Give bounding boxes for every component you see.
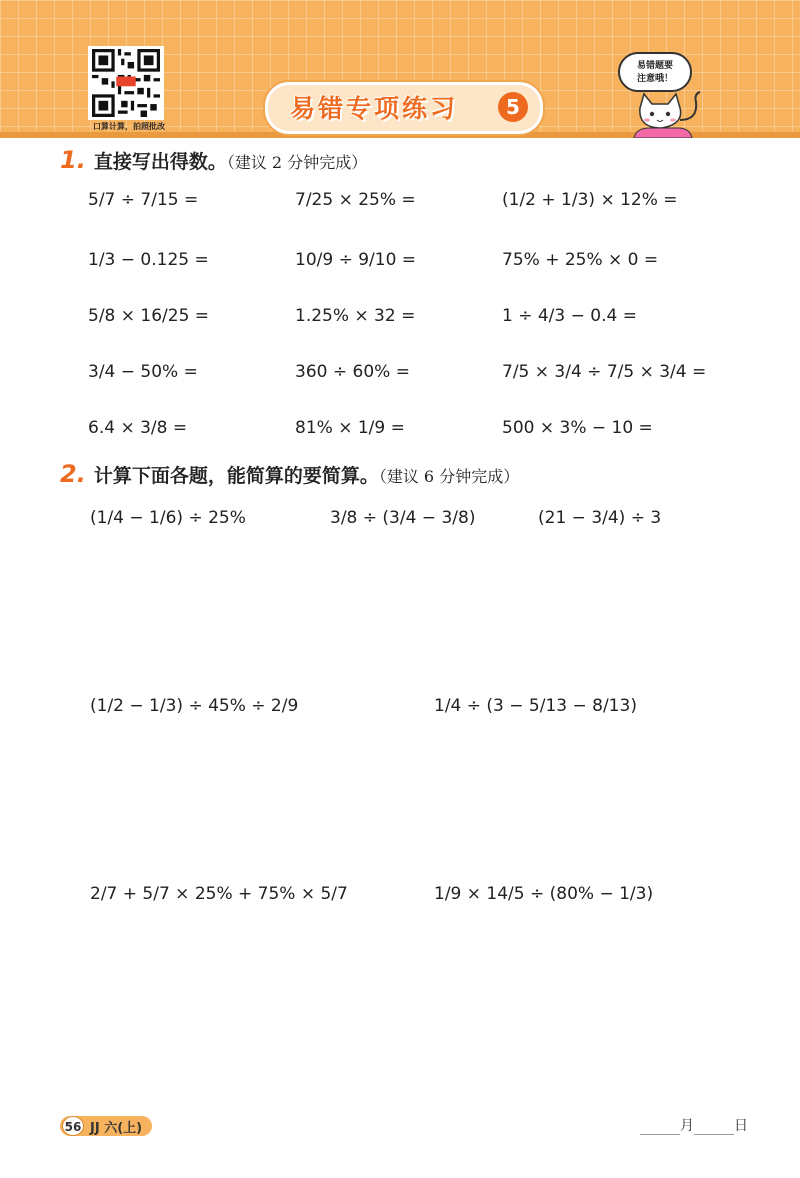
day-label: 日 bbox=[734, 1118, 748, 1134]
page-title: 易错专项练习 bbox=[290, 94, 459, 123]
qr-code-icon bbox=[91, 49, 161, 117]
month-label: 月 bbox=[680, 1118, 694, 1134]
title-number-badge: 5 bbox=[498, 92, 528, 122]
exercise-2-5: 1/4 ÷ (3 − 5/13 − 8/13) bbox=[434, 696, 637, 716]
bubble-line-2: 注意哦！ bbox=[636, 74, 673, 84]
section-2-hint: （建议 6 分钟完成） bbox=[378, 467, 520, 486]
exercise-1-12: 7/5 × 3/4 ÷ 7/5 × 3/4 = bbox=[502, 362, 707, 382]
month-blank[interactable] bbox=[640, 1120, 680, 1135]
exercise-2-2: 3/8 ÷ (3/4 − 3/8) bbox=[330, 508, 476, 528]
exercise-1-9: 1 ÷ 4/3 − 0.4 = bbox=[502, 306, 637, 326]
exercise-1-6: 75% + 25% × 0 = bbox=[502, 250, 659, 270]
exercise-2-1: (1/4 − 1/6) ÷ 25% bbox=[90, 508, 246, 528]
section-1-hint: （建议 2 分钟完成） bbox=[226, 153, 368, 172]
speech-bubble bbox=[618, 52, 692, 92]
qr-code[interactable] bbox=[88, 46, 164, 120]
exercise-1-14: 81% × 1/9 = bbox=[295, 418, 405, 438]
cat-mascot-icon bbox=[620, 90, 710, 138]
exercise-1-2: 7/25 × 25% = bbox=[295, 190, 416, 210]
exercise-1-4: 1/3 − 0.125 = bbox=[88, 250, 209, 270]
exercise-1-10: 3/4 − 50% = bbox=[88, 362, 198, 382]
exercise-1-13: 6.4 × 3/8 = bbox=[88, 418, 188, 438]
section-1-heading bbox=[60, 146, 367, 174]
exercise-1-5: 10/9 ÷ 9/10 = bbox=[295, 250, 417, 270]
exercise-1-1: 5/7 ÷ 7/15 = bbox=[88, 190, 199, 210]
day-blank[interactable] bbox=[694, 1120, 734, 1135]
exercise-2-6: 2/7 + 5/7 × 25% + 75% × 5/7 bbox=[90, 884, 348, 904]
exercise-1-8: 1.25% × 32 = bbox=[295, 306, 416, 326]
section-2-heading bbox=[60, 460, 519, 488]
exercise-2-3: (21 − 3/4) ÷ 3 bbox=[538, 508, 662, 528]
qr-caption: 口算计算，拍照批改 bbox=[93, 122, 165, 131]
exercise-2-4: (1/2 − 1/3) ÷ 45% ÷ 2/9 bbox=[90, 696, 299, 716]
section-2-number: 2. bbox=[60, 460, 86, 488]
title-banner bbox=[265, 82, 543, 134]
exercise-1-3: (1/2 + 1/3) × 12% = bbox=[502, 190, 678, 210]
exercise-1-11: 360 ÷ 60% = bbox=[295, 362, 410, 382]
exercise-2-7: 1/9 × 14/5 ÷ (80% − 1/3) bbox=[434, 884, 654, 904]
bubble-line-1: 易错题要 bbox=[636, 61, 673, 71]
section-1-number: 1. bbox=[60, 146, 86, 174]
section-2-title: 计算下面各题，能简算的要简算。 bbox=[93, 465, 379, 487]
section-1-title: 直接写出得数。 bbox=[93, 151, 227, 173]
exercise-1-7: 5/8 × 16/25 = bbox=[88, 306, 210, 326]
book-label: JJ 六(上) bbox=[90, 1121, 143, 1136]
page-number: 56 bbox=[62, 1116, 84, 1136]
date-field bbox=[640, 1115, 748, 1135]
exercise-1-15: 500 × 3% − 10 = bbox=[502, 418, 653, 438]
